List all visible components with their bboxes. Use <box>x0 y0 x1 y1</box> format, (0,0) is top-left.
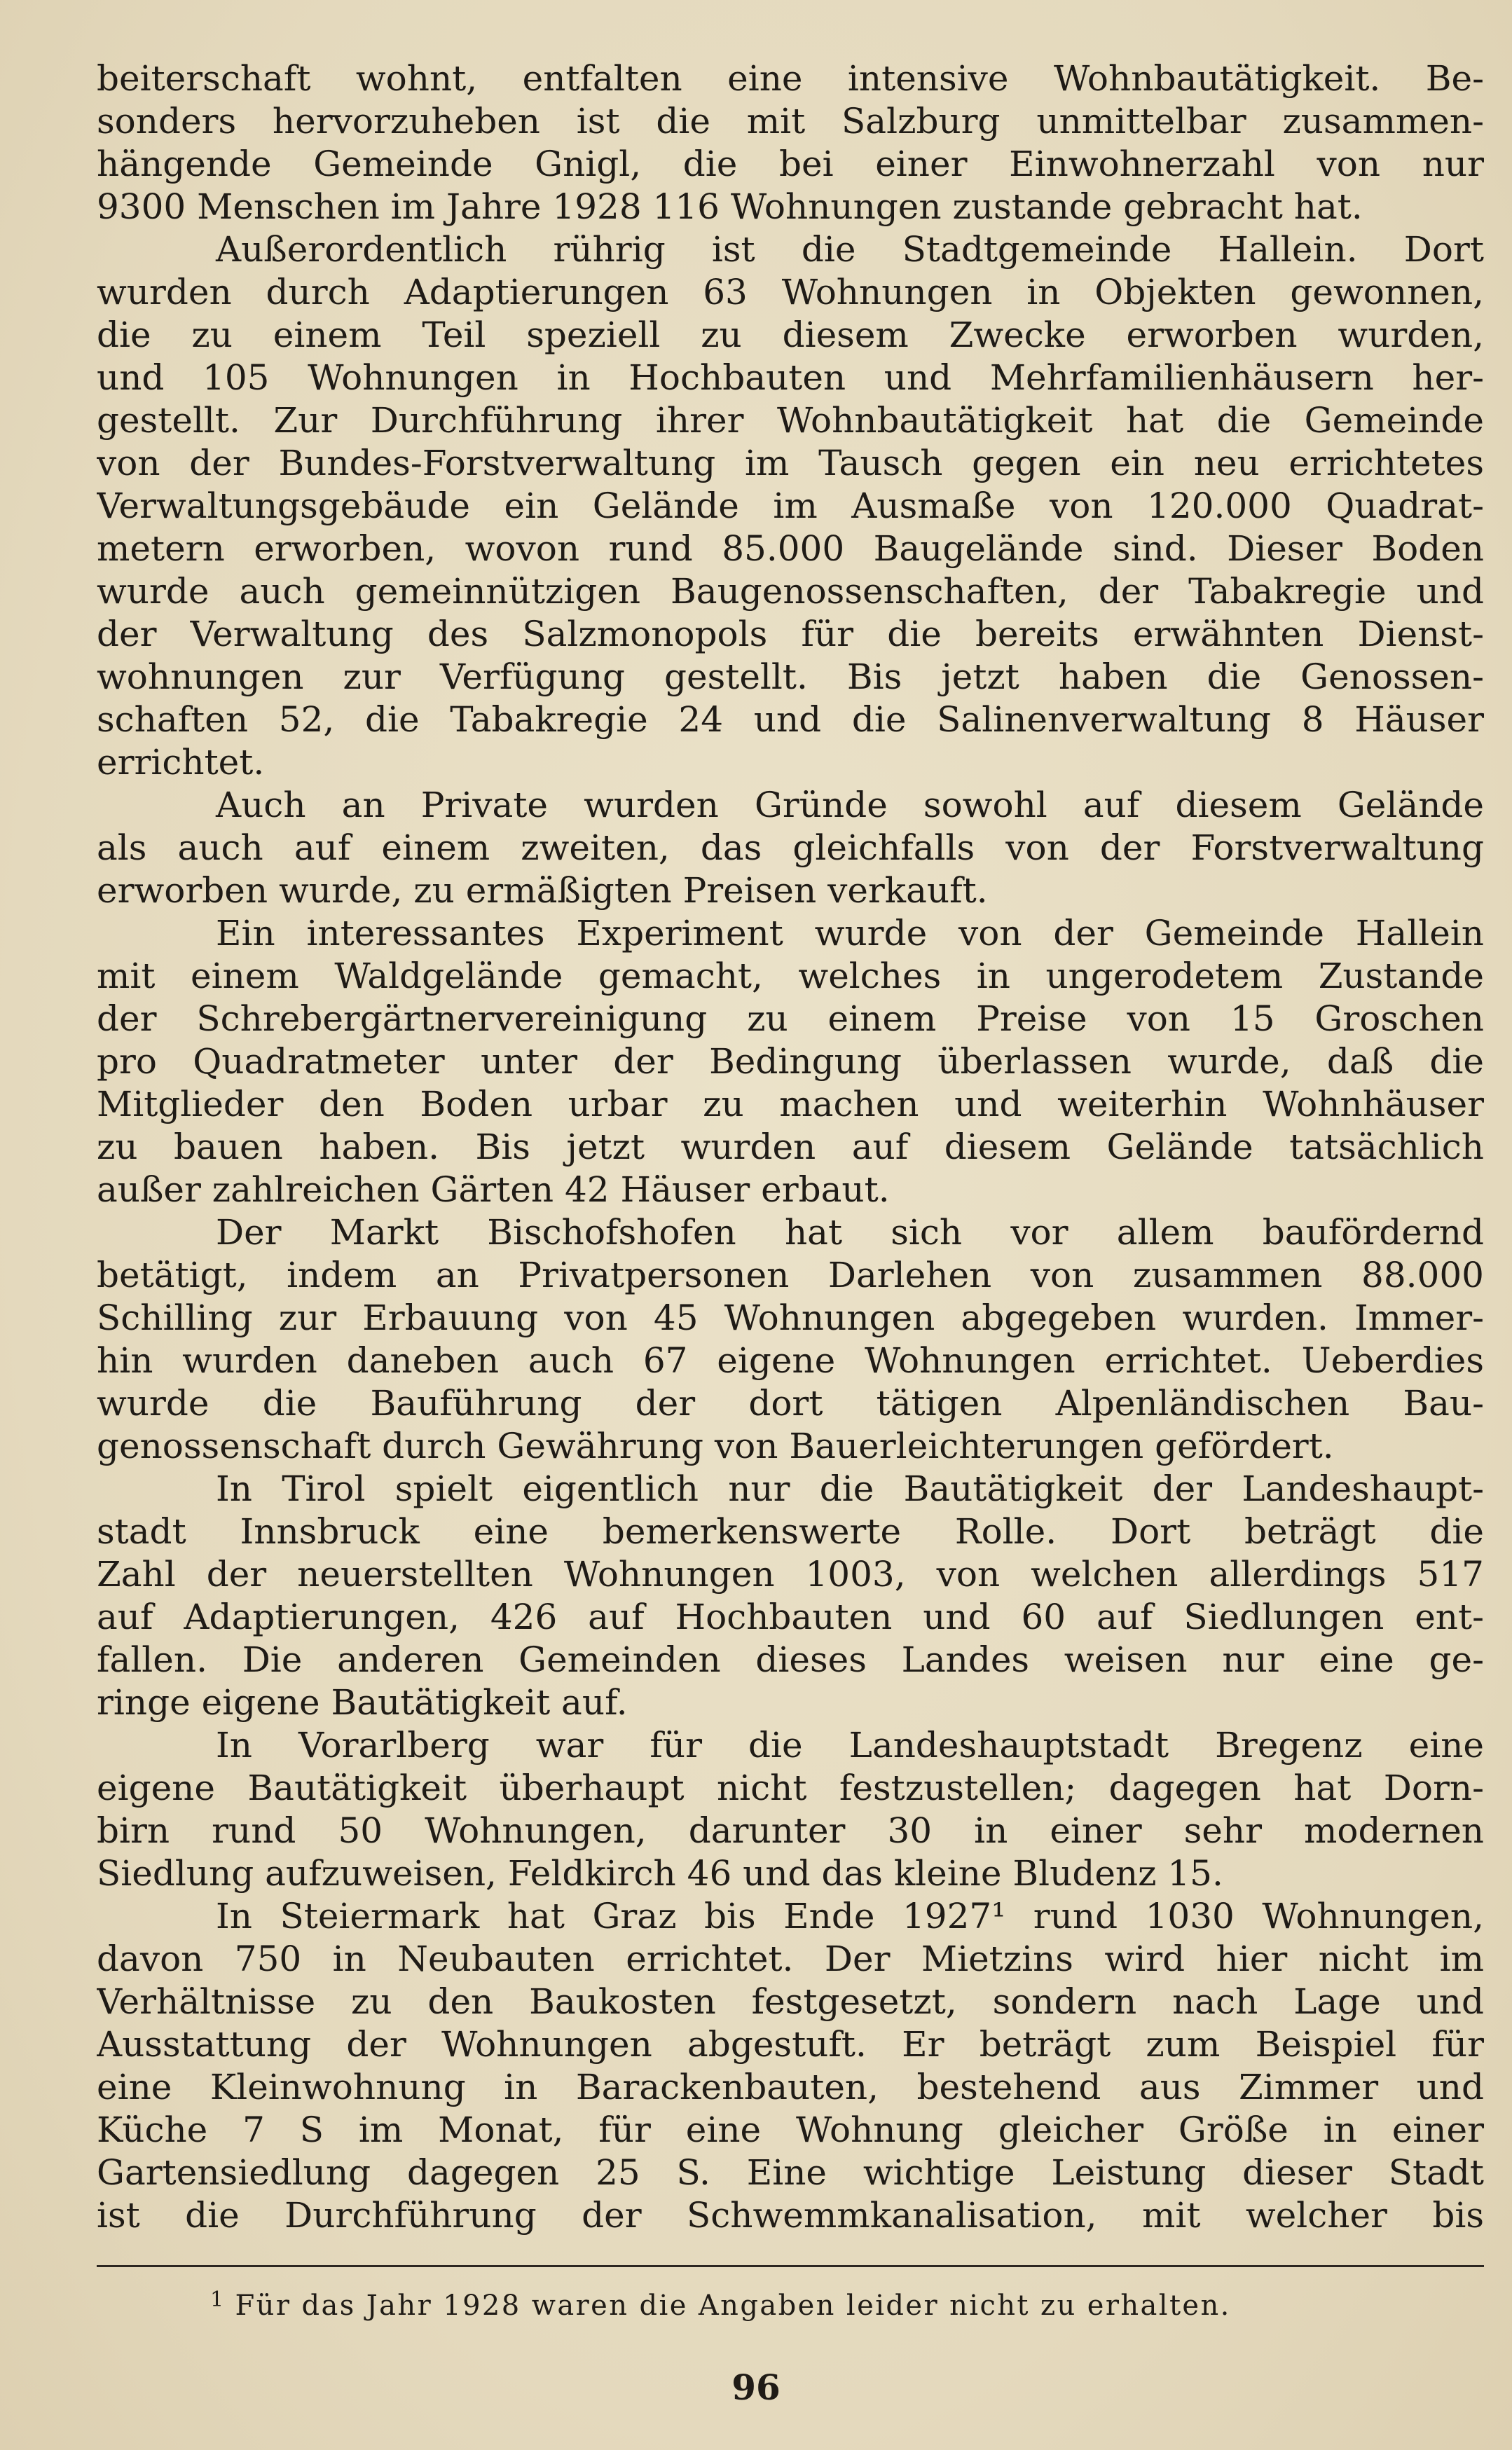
text-line: Ausstattung der Wohnungen abgestuft. Er beträgt zum Beispiel für <box>97 2024 1484 2065</box>
text-line: ringe eigene Bautätigkeit auf. <box>97 1682 628 1723</box>
text-line: Auch an Private wurden Gründe sowohl auf diesem Gelände <box>216 785 1484 825</box>
text-line: Schilling zur Erbauung von 45 Wohnungen abgegeben wurden. Immer- <box>97 1298 1484 1338</box>
text-line: mit einem Waldgelände gemacht, welches in ungerodetem Zustande <box>97 956 1484 996</box>
text-line: der Schrebergärtnervereinigung zu einem Preise von 15 Groschen <box>97 998 1484 1039</box>
footnote-divider <box>97 2265 1484 2267</box>
footnote-marker: 1 <box>210 2287 226 2312</box>
text-line: und 105 Wohnungen in Hochbauten und Mehrfamilienhäusern her- <box>97 357 1484 398</box>
text-line: sonders hervorzuheben ist die mit Salzburg unmittelbar zusammen- <box>97 101 1484 142</box>
text-line: ist die Durchführung der Schwemmkanalisation, mit welcher bis <box>97 2195 1484 2236</box>
text-line: errichtet. <box>97 742 265 783</box>
text-line: Verhältnisse zu den Baukosten festgesetzt, sondern nach Lage und <box>97 1981 1484 2022</box>
text-line: die zu einem Teil speziell zu diesem Zwecke erworben wurden, <box>97 315 1484 355</box>
text-line: wohnungen zur Verfügung gestellt. Bis jetzt haben die Genossen- <box>97 656 1484 697</box>
text-line: der Verwaltung des Salzmonopols für die bereits erwähnten Dienst- <box>97 614 1484 654</box>
paragraph <box>97 784 1484 912</box>
text-line: von der Bundes-Forstverwaltung im Tausch gegen ein neu errichtetes <box>97 443 1484 483</box>
text-line: metern erworben, wovon rund 85.000 Baugelände sind. Dieser Boden <box>97 528 1484 569</box>
text-line: Außerordentlich rührig ist die Stadtgemeinde Hallein. Dort <box>216 229 1484 270</box>
text-line: hängende Gemeinde Gnigl, die bei einer Einwohnerzahl von nur <box>97 144 1484 184</box>
text-line: Gartensiedlung dagegen 25 S. Eine wichtige Leistung dieser Stadt <box>97 2152 1484 2193</box>
text-line: Ein interessantes Experiment wurde von der Gemeinde Hallein <box>216 913 1484 954</box>
text-line: In Vorarlberg war für die Landeshauptstadt Bregenz eine <box>216 1725 1484 1766</box>
paragraph <box>97 57 1484 228</box>
text-line: Küche 7 S im Monat, für eine Wohnung gleicher Größe in einer <box>97 2110 1484 2150</box>
text-line: Der Markt Bischofshofen hat sich vor allem baufördernd <box>216 1212 1484 1253</box>
paragraph <box>97 1211 1484 1468</box>
text-line: Verwaltungsgebäude ein Gelände im Ausmaße von 120.000 Quadrat- <box>97 486 1484 526</box>
body-text <box>97 57 1484 2237</box>
text-line: wurde die Bauführung der dort tätigen Alpenländischen Bau- <box>97 1383 1484 1424</box>
text-line: wurden durch Adaptierungen 63 Wohnungen in Objekten gewonnen, <box>97 272 1484 312</box>
text-line: eine Kleinwohnung in Barackenbauten, bestehend aus Zimmer und <box>97 2067 1484 2107</box>
text-line: schaften 52, die Tabakregie 24 und die Salinenverwaltung 8 Häuser <box>97 699 1484 740</box>
paragraph <box>97 912 1484 1211</box>
paragraph <box>97 1724 1484 1895</box>
text-line: wurde auch gemeinnützigen Baugenossenschaften, der Tabakregie und <box>97 571 1484 612</box>
text-line: Siedlung aufzuweisen, Feldkirch 46 und das kleine Bludenz 15. <box>97 1853 1223 1894</box>
text-line: birn rund 50 Wohnungen, darunter 30 in einer sehr modernen <box>97 1810 1484 1851</box>
footnote <box>210 2283 1471 2323</box>
text-line: als auch auf einem zweiten, das gleichfalls von der Forstverwaltung <box>97 827 1484 868</box>
text-line: 9300 Menschen im Jahre 1928 116 Wohnungen zustande gebracht hat. <box>97 186 1363 227</box>
text-line: betätigt, indem an Privatpersonen Darlehen von zusammen 88.000 <box>97 1255 1484 1295</box>
text-line: außer zahlreichen Gärten 42 Häuser erbaut. <box>97 1169 890 1210</box>
text-line: gestellt. Zur Durchführung ihrer Wohnbautätigkeit hat die Gemeinde <box>97 400 1484 441</box>
text-line: beiterschaft wohnt, entfalten eine intensive Wohnbautätigkeit. Be- <box>97 58 1484 99</box>
text-line: genossenschaft durch Gewährung von Bauerleichterungen gefördert. <box>97 1426 1334 1466</box>
text-line: In Steiermark hat Graz bis Ende 1927¹ rund 1030 Wohnungen, <box>216 1896 1484 1936</box>
text-line: stadt Innsbruck eine bemerkenswerte Rolle. Dort beträgt die <box>97 1511 1484 1552</box>
paragraph <box>97 228 1484 784</box>
paragraph <box>97 1468 1484 1724</box>
page-number: 96 <box>731 2367 781 2408</box>
text-line: eigene Bautätigkeit überhaupt nicht festzustellen; dagegen hat Dorn- <box>97 1768 1484 1808</box>
footnote-text: Für das Jahr 1928 waren die Angaben leider nicht zu erhalten. <box>235 2290 1231 2322</box>
text-line: zu bauen haben. Bis jetzt wurden auf diesem Gelände tatsächlich <box>97 1127 1484 1167</box>
text-line: hin wurden daneben auch 67 eigene Wohnungen errichtet. Ueberdies <box>97 1340 1484 1381</box>
text-line: Zahl der neuerstellten Wohnungen 1003, von welchen allerdings 517 <box>97 1554 1484 1595</box>
text-line: davon 750 in Neubauten errichtet. Der Mietzins wird hier nicht im <box>97 1939 1484 1979</box>
text-line: auf Adaptierungen, 426 auf Hochbauten und 60 auf Siedlungen ent- <box>97 1597 1484 1637</box>
text-line: Mitglieder den Boden urbar zu machen und weiterhin Wohnhäuser <box>97 1084 1484 1124</box>
text-line: fallen. Die anderen Gemeinden dieses Landes weisen nur eine ge- <box>97 1639 1484 1680</box>
text-line: erworben wurde, zu ermäßigten Preisen verkauft. <box>97 870 988 911</box>
text-line: In Tirol spielt eigentlich nur die Bautätigkeit der Landeshaupt- <box>216 1468 1484 1509</box>
text-line: pro Quadratmeter unter der Bedingung überlassen wurde, daß die <box>97 1041 1484 1082</box>
paragraph <box>97 1895 1484 2237</box>
